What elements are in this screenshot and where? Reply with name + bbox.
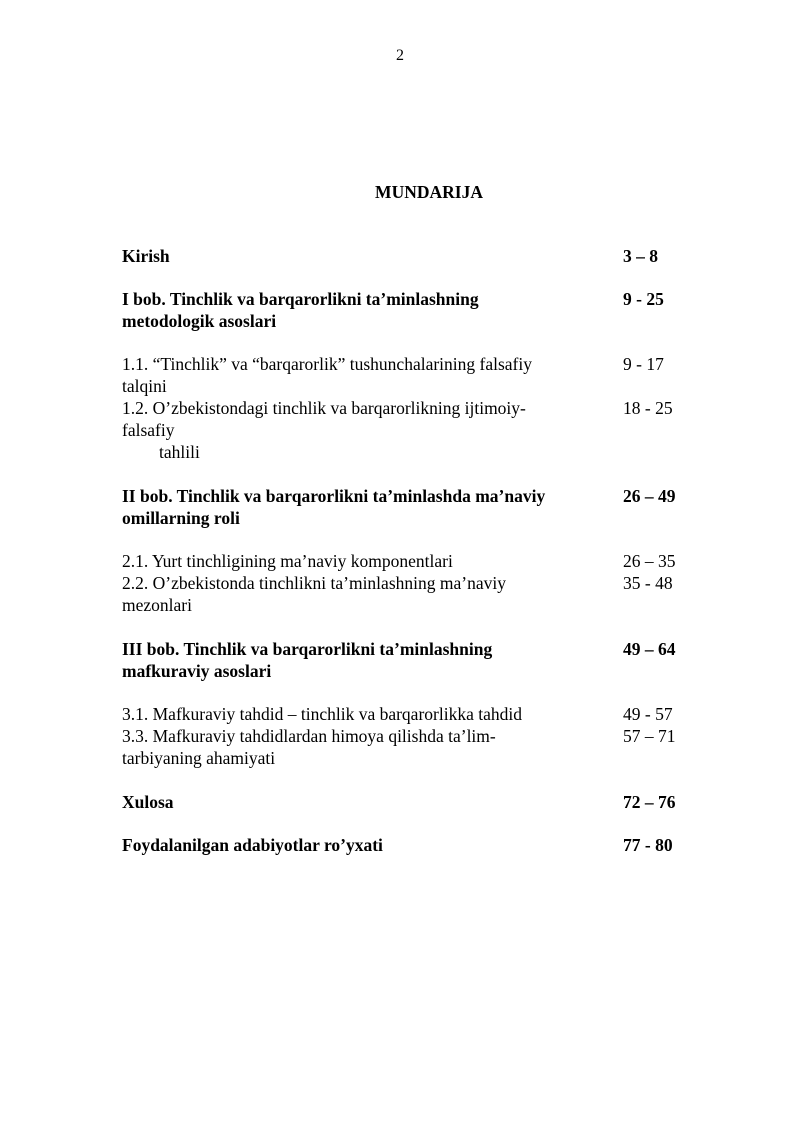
toc-entry-title-cont: tarbiyaning ahamiyati	[122, 748, 276, 768]
toc-entry-pages: 18 - 25	[623, 398, 673, 418]
toc-entry-pages: 26 – 49	[623, 486, 676, 506]
toc-entry-pages: 72 – 76	[623, 792, 676, 812]
table-of-contents	[122, 245, 722, 856]
toc-entry-title-cont: tahlili	[159, 442, 200, 462]
toc-entry-pages: 9 - 25	[623, 289, 664, 309]
toc-entry-title-cont: omillarning roli	[122, 508, 240, 528]
toc-entry-section-3-3	[122, 725, 722, 769]
toc-entry-pages: 49 – 64	[623, 639, 676, 659]
toc-entry-chapter-1	[122, 288, 722, 332]
toc-entry-xulosa	[122, 791, 722, 813]
toc-entry-pages: 9 - 17	[623, 354, 664, 374]
toc-entry-pages: 26 – 35	[623, 551, 676, 571]
toc-entry-title: 2.2. O’zbekistonda tinchlikni ta’minlashning ma’naviy	[122, 573, 506, 593]
toc-entry-title: 3.1. Mafkuraviy tahdid – tinchlik va barqarorlikka tahdid	[122, 704, 522, 724]
toc-entry-chapter-2	[122, 485, 722, 529]
toc-entry-section-1-2	[122, 397, 722, 463]
toc-entry-pages: 3 – 8	[623, 246, 658, 266]
toc-entry-kirish	[122, 245, 722, 267]
page-number: 2	[396, 47, 404, 64]
toc-entry-chapter-3	[122, 638, 722, 682]
toc-entry-title-cont: falsafiy	[122, 420, 175, 440]
toc-entry-title-cont: mezonlari	[122, 595, 192, 615]
toc-entry-pages: 57 – 71	[623, 726, 676, 746]
toc-entry-title: III bob. Tinchlik va barqarorlikni ta’minlashning	[122, 639, 493, 659]
toc-entry-title: 2.1. Yurt tinchligining ma’naviy komponentlari	[122, 551, 453, 571]
toc-entry-title: 3.3. Mafkuraviy tahdidlardan himoya qilishda ta’lim-	[122, 726, 496, 746]
toc-entry-title-cont: mafkuraviy asoslari	[122, 661, 272, 681]
toc-entry-title: Xulosa	[122, 792, 174, 812]
toc-entry-bibliography	[122, 834, 722, 856]
toc-entry-title: Foydalanilgan adabiyotlar ro’yxati	[122, 835, 383, 855]
toc-entry-pages: 35 - 48	[623, 573, 673, 593]
toc-entry-section-1-1	[122, 353, 722, 397]
toc-entry-pages: 49 - 57	[623, 704, 673, 724]
toc-entry-section-2-2	[122, 572, 722, 616]
toc-entry-title: 1.1. “Tinchlik” va “barqarorlik” tushunchalarining falsafiy	[122, 354, 532, 374]
toc-entry-pages: 77 - 80	[623, 835, 673, 855]
toc-entry-title: II bob. Tinchlik va barqarorlikni ta’minlashda ma’naviy	[122, 486, 546, 506]
toc-entry-title: 1.2. O’zbekistondagi tinchlik va barqarorlikning ijtimoiy-	[122, 398, 526, 418]
toc-entry-title-cont: metodologik asoslari	[122, 311, 277, 331]
toc-entry-section-3-1	[122, 703, 722, 725]
page-title: MUNDARIJA	[375, 182, 483, 202]
toc-entry-title: I bob. Tinchlik va barqarorlikni ta’minlashning	[122, 289, 479, 309]
toc-entry-title-cont: talqini	[122, 376, 167, 396]
toc-entry-title: Kirish	[122, 246, 170, 266]
toc-entry-section-2-1	[122, 550, 722, 572]
